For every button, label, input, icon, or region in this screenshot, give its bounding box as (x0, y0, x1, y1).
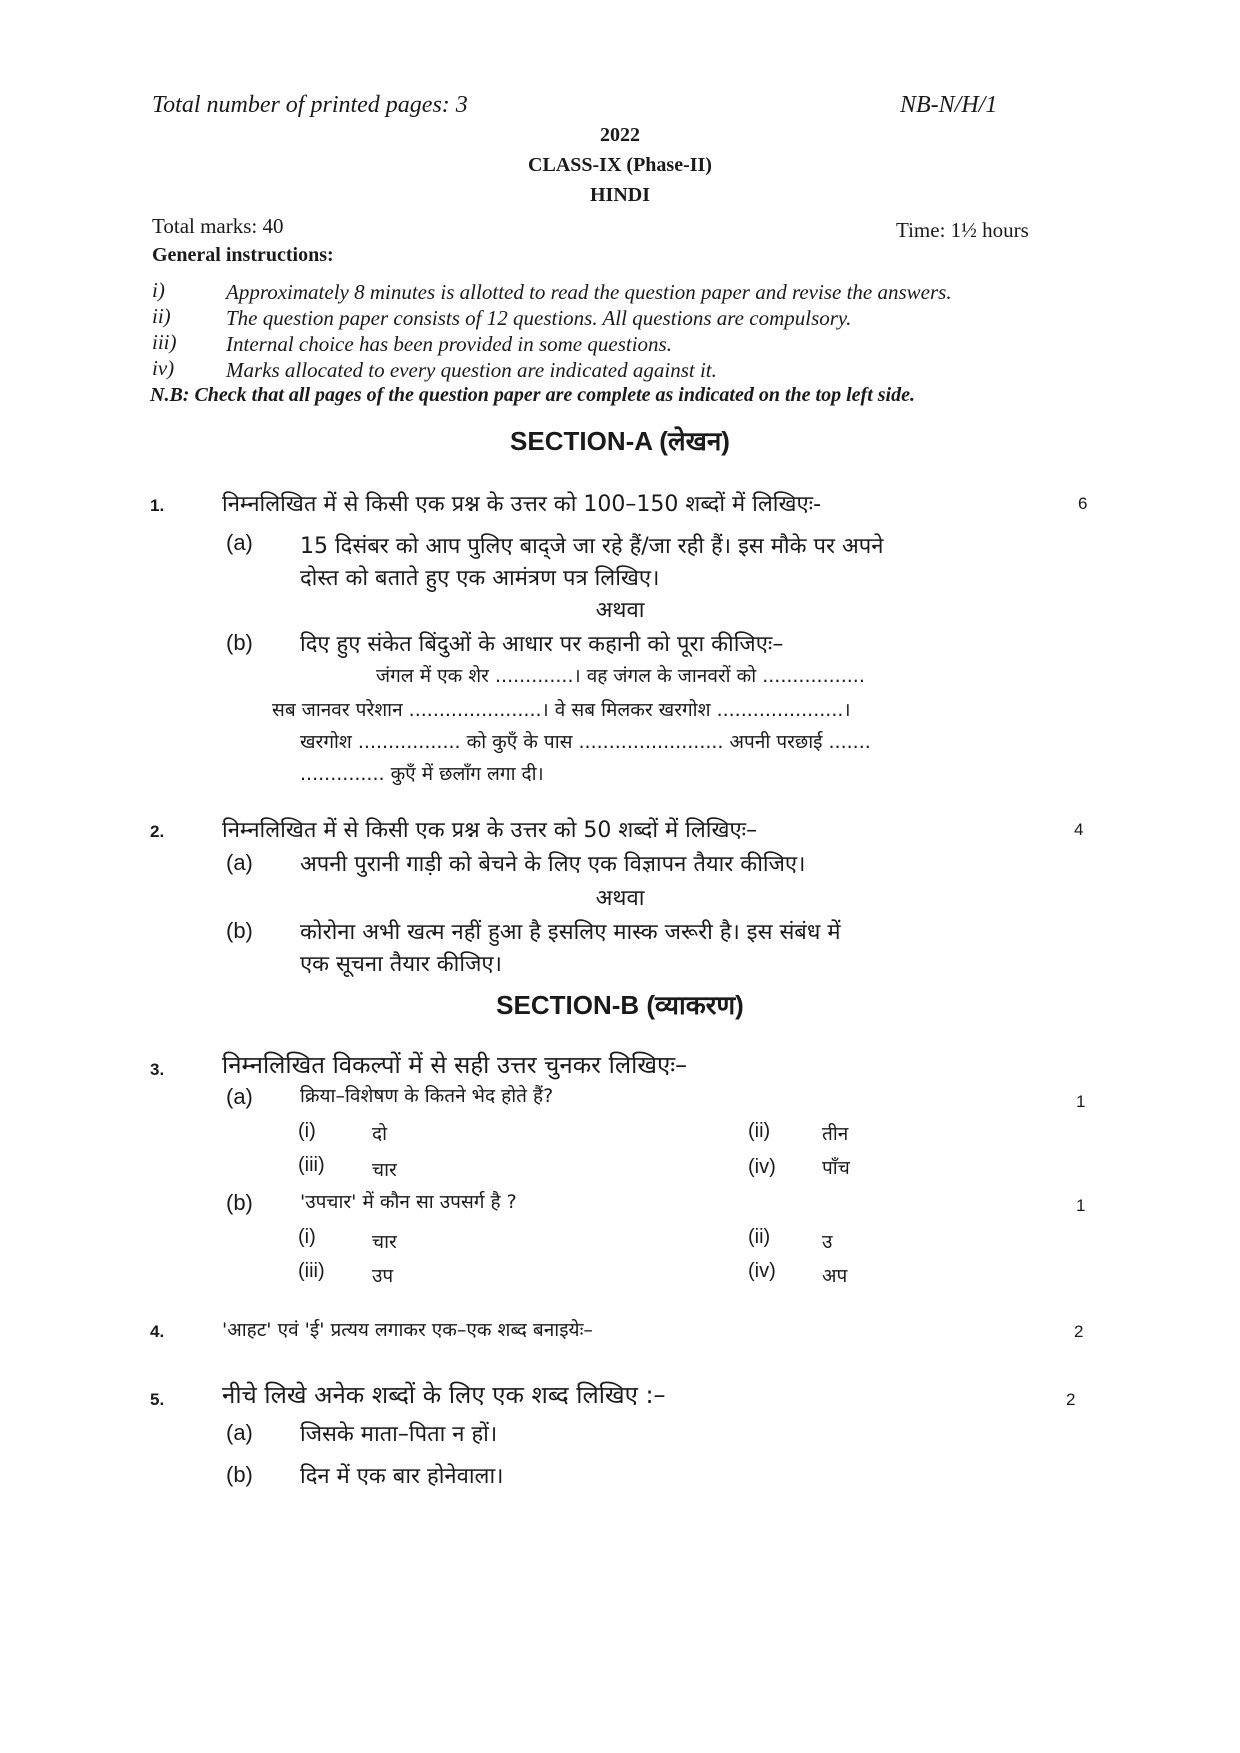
question-text: नीचे लिखे अनेक शब्दों के लिए एक शब्द लिखिए :– (222, 1381, 666, 1409)
instruction-num: iv) (152, 356, 175, 380)
story-line: खरगोश ................. को कुएँ के पास ........................ अपनी परछाई ....... (300, 731, 871, 753)
question-number: 5. (150, 1390, 165, 1409)
question-marks: 1 (1076, 1092, 1086, 1111)
subpart-label: (b) (226, 918, 253, 943)
section-b-title: SECTION-B (व्याकरण) (496, 990, 744, 1020)
subpart-text: अपनी पुरानी गाड़ी को बेचने के लिए एक विज्ञापन तैयार कीजिए। (300, 852, 806, 877)
question-number: 3. (150, 1060, 165, 1079)
instruction-num: ii) (152, 304, 171, 328)
or-divider: अथवा (595, 598, 645, 623)
instruction-num: i) (152, 278, 165, 302)
story-line: सब जानवर परेशान ......................। वे सब मिलकर खरगोश .....................। (272, 699, 851, 721)
section-a-title: SECTION-A (लेखन) (510, 426, 730, 456)
story-line: जंगल में एक शेर .............। वह जंगल के जानवरों को ................. (376, 665, 865, 687)
question-number: 1. (150, 496, 165, 515)
or-divider: अथवा (595, 886, 645, 911)
nb-note: N.B: Check that all pages of the question paper are complete as indicated on the top left side. (150, 384, 915, 406)
subpart-text: एक सूचना तैयार कीजिए। (300, 952, 502, 977)
subpart-text: दिन में एक बार होनेवाला। (300, 1464, 504, 1489)
option-text: तीन (822, 1123, 849, 1145)
subpart-text: दिए हुए संकेत बिंदुओं के आधार पर कहानी को पूरा कीजिएः– (300, 632, 784, 657)
instruction-num: iii) (152, 330, 177, 354)
instruction-text: Approximately 8 minutes is allotted to read the question paper and revise the answers. (226, 280, 952, 304)
option-text: अप (822, 1265, 848, 1287)
option-label: (iv) (748, 1260, 776, 1282)
subpart-text: कोरोना अभी खत्म नहीं हुआ है इसलिए मास्क जरूरी है। इस संबंध में (300, 920, 841, 945)
option-text: दो (372, 1123, 388, 1145)
subpart-label: (a) (226, 1084, 253, 1109)
subpart-text: दोस्त को बताते हुए एक आमंत्रण पत्र लिखिए। (300, 566, 660, 591)
option-label: (iii) (298, 1260, 325, 1282)
option-label: (iv) (748, 1156, 776, 1178)
option-text: चार (372, 1231, 397, 1253)
option-text: उप (372, 1265, 394, 1287)
subpart-label: (b) (226, 1190, 253, 1215)
option-label: (ii) (748, 1226, 771, 1248)
option-label: (i) (298, 1226, 316, 1248)
instruction-text: The question paper consists of 12 questions. All questions are compulsory. (226, 306, 852, 330)
subpart-text: जिसके माता–पिता न हों। (300, 1422, 498, 1447)
subpart-label: (a) (226, 530, 253, 555)
instructions-title: General instructions: (152, 244, 334, 266)
question-marks: 1 (1076, 1196, 1086, 1215)
option-label: (ii) (748, 1120, 771, 1142)
exam-class: CLASS-IX (Phase-II) (528, 154, 712, 176)
option-label: (i) (298, 1120, 316, 1142)
option-text: पाँच (822, 1157, 850, 1179)
option-text: चार (372, 1159, 397, 1181)
subpart-label: (a) (226, 850, 253, 875)
subpart-label: (b) (226, 1462, 253, 1487)
exam-time: Time: 1½ hours (896, 218, 1029, 242)
paper-code: NB-N/H/1 (900, 92, 998, 118)
subpart-label: (b) (226, 630, 253, 655)
question-text: 'आहट' एवं 'ई' प्रत्यय लगाकर एक–एक शब्द बनाइयेः– (222, 1319, 593, 1341)
subpart-text: 15 दिसंबर को आप पुलिए बाद्जे जा रहे हैं/जा रही हैं। इस मौके पर अपने (300, 534, 884, 559)
instruction-text: Marks allocated to every question are indicated against it. (226, 358, 717, 382)
exam-year: 2022 (600, 124, 640, 146)
question-marks: 2 (1074, 1322, 1084, 1341)
question-text: निम्नलिखित में से किसी एक प्रश्न के उत्तर को 100–150 शब्दों में लिखिएः- (222, 492, 822, 517)
subpart-text: क्रिया–विशेषण के कितने भेद होते हैं? (300, 1085, 554, 1107)
question-marks: 2 (1066, 1390, 1076, 1409)
printed-pages: Total number of printed pages: 3 (152, 92, 468, 118)
question-text: निम्नलिखित विकल्पों में से सही उत्तर चुनकर लिखिएः– (222, 1051, 688, 1079)
story-line: .............. कुएँ में छलाँग लगा दी। (300, 763, 544, 785)
exam-subject: HINDI (589, 184, 650, 206)
question-marks: 6 (1078, 494, 1088, 513)
question-text: निम्नलिखित में से किसी एक प्रश्न के उत्तर को 50 शब्दों में लिखिएः– (222, 818, 758, 843)
total-marks: Total marks: 40 (152, 214, 284, 238)
question-number: 4. (150, 1322, 165, 1341)
instruction-text: Internal choice has been provided in some questions. (226, 332, 672, 356)
option-label: (iii) (298, 1154, 325, 1176)
option-text: उ (822, 1231, 833, 1253)
subpart-label: (a) (226, 1420, 253, 1445)
subpart-text: 'उपचार' में कौन सा उपसर्ग है ? (300, 1191, 517, 1213)
question-marks: 4 (1074, 820, 1084, 839)
question-number: 2. (150, 822, 165, 841)
